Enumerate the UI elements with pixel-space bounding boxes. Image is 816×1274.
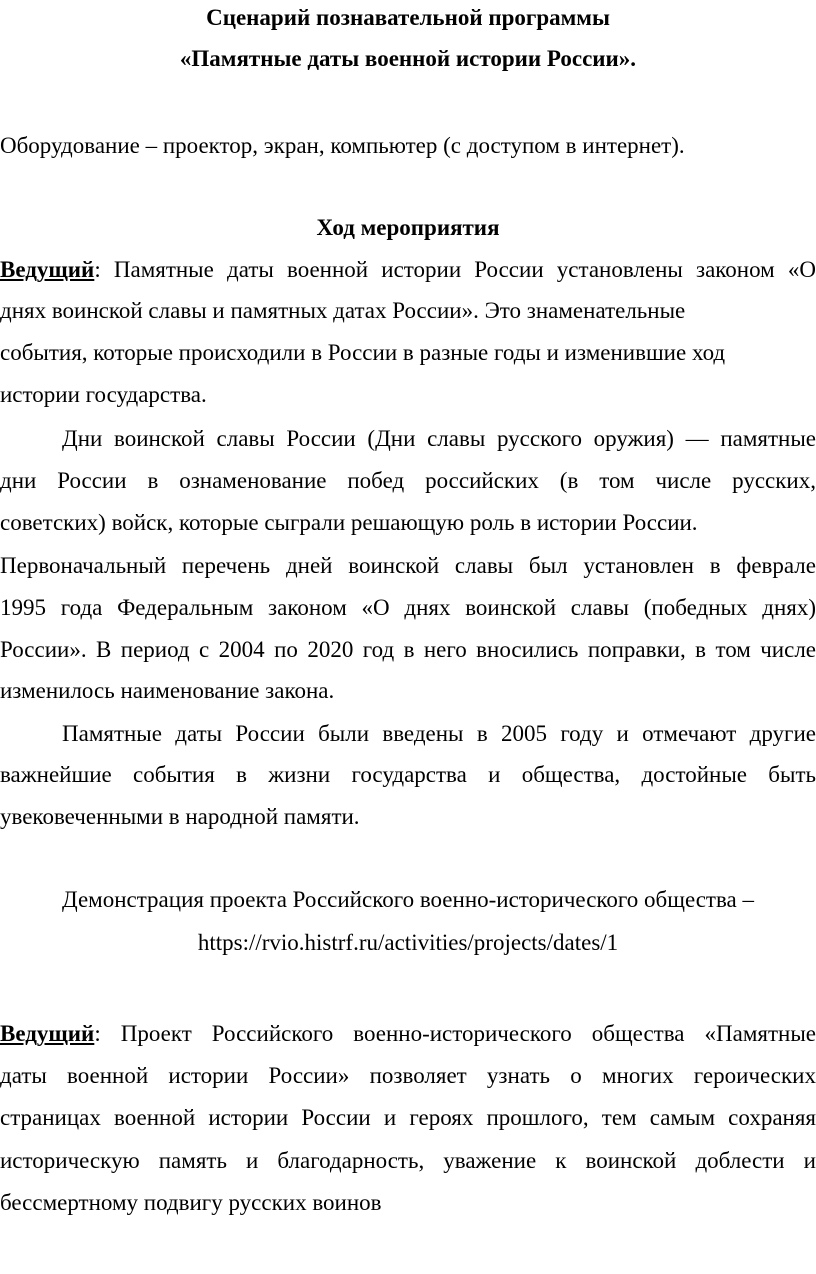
paragraph-1-line-3: события, которые происходили в России в разные годы и изменившие ход bbox=[0, 340, 726, 365]
paragraph-4-line-4: историческую память и благодарность, уважение к воинской доблести и bbox=[0, 1148, 816, 1173]
title-line-2: «Памятные даты военной истории России». bbox=[179, 46, 637, 71]
speaker-label: Ведущий bbox=[0, 257, 95, 282]
paragraph-4-line-5: бессмертному подвигу русских воинов bbox=[0, 1190, 382, 1215]
paragraph-2-line-5: 1995 года Федеральным законом «О днях воинской славы (победных днях) bbox=[0, 595, 816, 620]
equipment-line: Оборудование – проектор, экран, компьютер (с доступом в интернет). bbox=[0, 133, 685, 158]
paragraph-2-line-1: Дни воинской славы России (Дни славы русского оружия) — памятные bbox=[62, 426, 816, 451]
paragraph-1-line-1: Ведущий: Памятные даты военной истории России установлены законом «О bbox=[0, 257, 816, 282]
paragraph-2-line-6: России». В период с 2004 по 2020 год в него вносились поправки, в том числе bbox=[0, 637, 816, 662]
paragraph-2-line-3: советских) войск, которые сыграли решающую роль в истории России. bbox=[0, 510, 698, 535]
demo-url-link[interactable]: https://rvio.histrf.ru/activities/projects/dates/1 bbox=[197, 930, 619, 955]
section-heading: Ход мероприятия bbox=[316, 215, 500, 240]
paragraph-3-line-3: увековеченными в народной памяти. bbox=[0, 804, 360, 829]
speaker-label-2: Ведущий bbox=[0, 1021, 95, 1046]
paragraph-4-line-2: даты военной истории России» позволяет узнать о многих героических bbox=[0, 1063, 816, 1088]
paragraph-4-line-3: страницах военной истории России и героях прошлого, тем самым сохраняя bbox=[0, 1105, 816, 1130]
paragraph-2-line-4: Первоначальный перечень дней воинской славы был установлен в феврале bbox=[0, 553, 816, 578]
title-line-1: Сценарий познавательной программы bbox=[206, 5, 610, 30]
paragraph-2-line-2: дни России в ознаменование побед российских (в том числе русских, bbox=[0, 468, 816, 493]
paragraph-1-line-2: днях воинской славы и памятных датах России». Это знаменательные bbox=[0, 298, 686, 323]
paragraph-2-line-7: изменилось наименование закона. bbox=[0, 678, 335, 703]
demo-line: Демонстрация проекта Российского военно-исторического общества – bbox=[61, 887, 755, 912]
paragraph-3-line-1: Памятные даты России были введены в 2005 году и отмечают другие bbox=[62, 721, 816, 746]
paragraph-1-line-4: истории государства. bbox=[0, 382, 207, 407]
paragraph-3-line-2: важнейшие события в жизни государства и общества, достойные быть bbox=[0, 762, 816, 787]
paragraph-4-line-1: Ведущий: Проект Российского военно-исторического общества «Памятные bbox=[0, 1021, 816, 1046]
